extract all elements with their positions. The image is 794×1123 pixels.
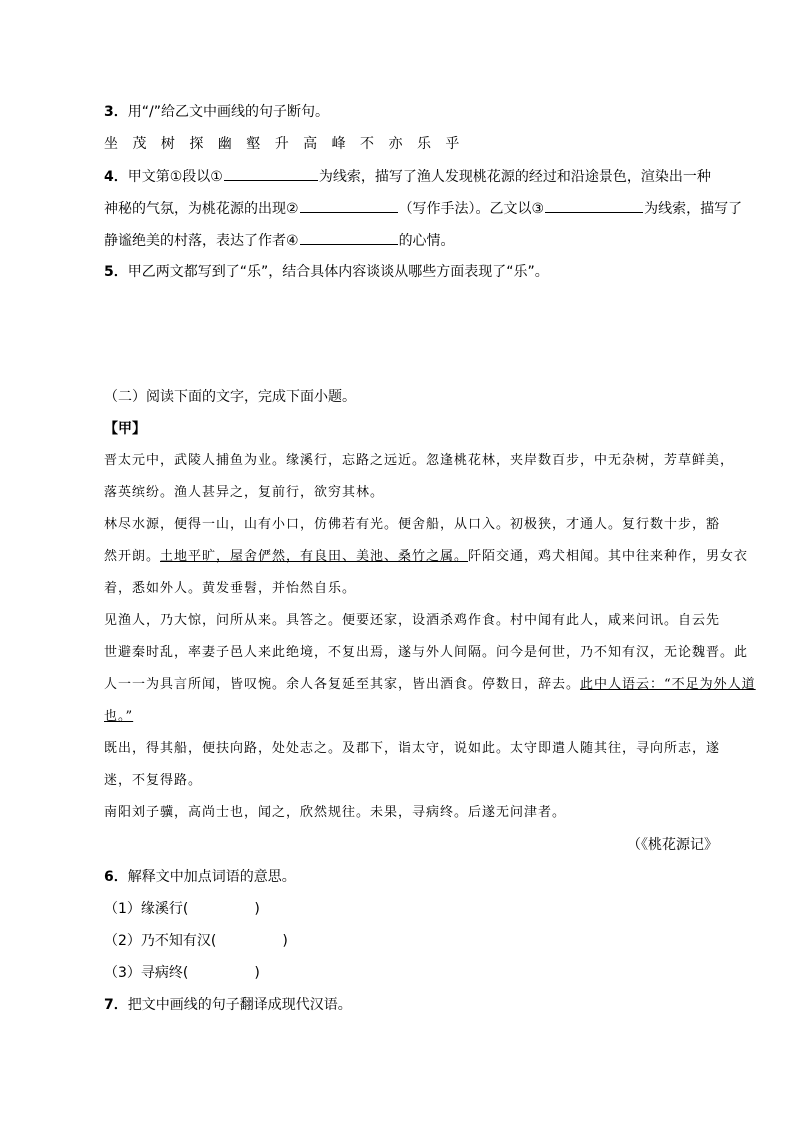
underlined-sentence: 此中人语云：“不足为外人道	[580, 677, 756, 692]
question-6-item-2	[104, 931, 288, 951]
passage-line: 落英缤纷。渔人甚异之，复前行，欲穷其林。	[104, 485, 385, 500]
item-text: （1）缘溪行(	[104, 901, 189, 917]
passage-text: 然开朗。	[104, 549, 161, 564]
close-paren: )	[254, 965, 260, 981]
item-text: （3）寻病终(	[104, 965, 189, 981]
question-number: 3．	[104, 104, 128, 120]
underlined-sentence: 也。”	[104, 709, 134, 724]
question-number: 5．	[104, 264, 128, 280]
question-text: 解释文中加点词语的意思。	[127, 869, 296, 885]
passage-text: 阡陌交通，鸡犬相闻。其中往来种作，男女衣	[468, 549, 749, 564]
underlined-sentence: 土地平旷，屋舍俨然，有良田、美池、桑竹之属。	[160, 549, 469, 564]
passage-line: 见渔人，乃大惊，问所从来。具答之。便要还家，设酒杀鸡作食。村中闻有此人，咸来问讯。自云先	[104, 613, 721, 628]
passage-text: 人一一为具言所闻，皆叹惋。余人各复延至其家，皆出酒食。停数日，辞去。	[104, 677, 581, 692]
passage-line: 既出，得其船，便扶向路，处处志之。及郡下，诣太守，说如此。太守即遣人随其往，寻向所志，遂	[104, 741, 721, 756]
question-text: 为线索，描写了渔人发现桃花源的经过和沿途景色，渲染出一种	[318, 169, 711, 185]
question-text: 静谧绝美的村落，表达了作者④	[104, 233, 299, 249]
question-6-item-1	[104, 899, 260, 919]
question-6-item-3	[104, 963, 260, 983]
passage-line	[104, 675, 756, 695]
question-3	[104, 102, 329, 122]
question-number: 4．	[104, 169, 128, 185]
passage-line: 着，悉如外人。黄发垂髫，并怡然自乐。	[104, 581, 357, 596]
passage-line	[104, 547, 749, 567]
passage-source: （《桃花源记》	[627, 837, 718, 853]
question-text: 甲文第①段以①	[127, 169, 223, 185]
question-7	[104, 995, 352, 1015]
question-number: 6．	[104, 869, 128, 885]
item-text: （2）乃不知有汉(	[104, 933, 217, 949]
close-paren: )	[282, 933, 288, 949]
passage-line: 迷，不复得路。	[104, 773, 203, 788]
answer-blank-3[interactable]	[545, 198, 643, 213]
question-text: 为线索，描写了	[644, 201, 743, 217]
section-title: （二）阅读下面的文字，完成下面小题。	[104, 389, 356, 405]
passage-line: 林尽水源，便得一山，山有小口，仿佛若有光。便舍船，从口入。初极狭，才通人。复行数十步，豁	[104, 517, 721, 532]
question-text: （写作手法）。乙文以③	[398, 201, 545, 217]
passage-line: 世避秦时乱，率妻子邑人来此绝境，不复出焉，遂与外人间隔。问今是何世，乃不知有汉，无论魏晋。此	[104, 645, 749, 660]
question-4-line-2	[104, 198, 742, 219]
question-4-line-1	[104, 166, 711, 187]
question-4-line-3	[104, 230, 455, 251]
question-number: 7．	[104, 997, 128, 1013]
question-text: 的心情。	[398, 233, 455, 249]
passage-line: 南阳刘子骥，高尚士也，闻之，欣然规往。未果，寻病终。后遂无问津者。	[104, 805, 567, 820]
answer-blank-4[interactable]	[300, 230, 398, 245]
question-text: 甲乙两文都写到了“乐”，结合具体内容谈谈从哪些方面表现了“乐”。	[127, 264, 549, 280]
answer-blank-2[interactable]	[300, 198, 398, 213]
passage-line: 晋太元中，武陵人捕鱼为业。缘溪行，忘路之远近。忽逢桃花林，夹岸数百步，中无杂树，芳草鲜美，	[104, 453, 735, 468]
question-text: 神秘的气氛，为桃花源的出现②	[104, 201, 299, 217]
passage-label: 【甲】	[104, 421, 146, 437]
question-text: 用“/”给乙文中画线的句子断句。	[127, 104, 329, 120]
close-paren: )	[254, 901, 260, 917]
sentence-to-punctuate: 坐 茂 树 探 幽 壑 升 高 峰 不 亦 乐 乎	[104, 136, 465, 152]
answer-blank-1[interactable]	[224, 166, 318, 181]
passage-line	[104, 707, 714, 727]
question-text: 把文中画线的句子翻译成现代汉语。	[127, 997, 352, 1013]
question-5	[104, 262, 549, 282]
question-6	[104, 867, 296, 887]
